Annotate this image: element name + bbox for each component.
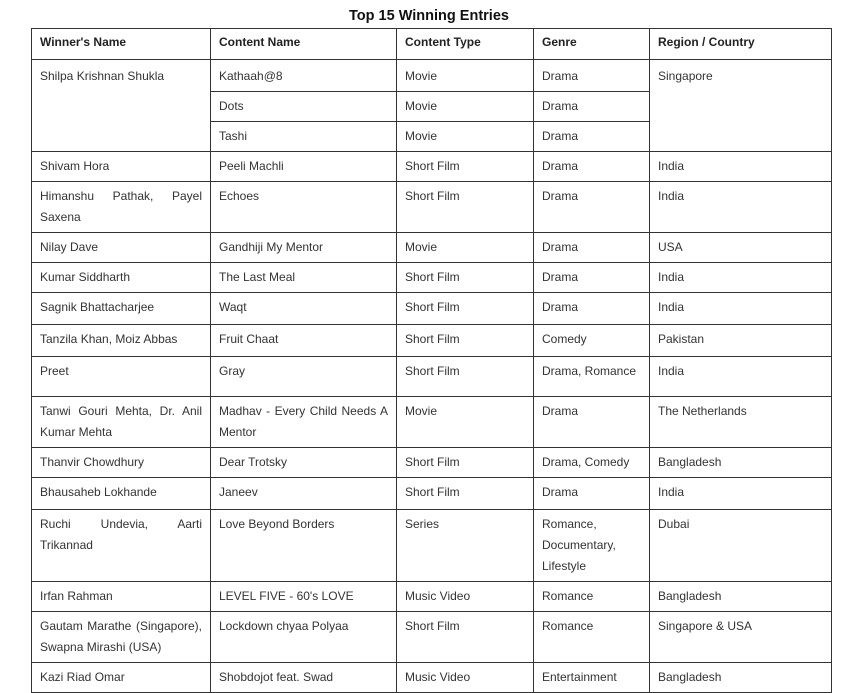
cell-winner: Shivam Hora	[32, 152, 211, 182]
cell-region: Bangladesh	[650, 663, 832, 693]
cell-genre: Drama	[534, 233, 650, 263]
cell-region: Dubai	[650, 510, 832, 582]
cell-genre: Drama	[534, 397, 650, 448]
header-content-type: Content Type	[397, 29, 534, 60]
cell-content-name: Gray	[211, 357, 397, 397]
cell-winner: Preet	[32, 357, 211, 397]
table-row	[32, 582, 832, 612]
cell-content-type: Music Video	[397, 582, 534, 612]
cell-content-name: Waqt	[211, 293, 397, 325]
cell-content-name: Madhav - Every Child Needs A Mentor	[211, 397, 397, 448]
cell-content-type: Short Film	[397, 263, 534, 293]
cell-winner: Himanshu Pathak, Payel Saxena	[32, 182, 211, 233]
table-row	[32, 293, 832, 325]
cell-content-type: Movie	[397, 122, 534, 152]
cell-region: India	[650, 293, 832, 325]
cell-content-name: Dots	[211, 92, 397, 122]
cell-region: Singapore & USA	[650, 612, 832, 663]
cell-winner: Bhausaheb Lokhande	[32, 478, 211, 510]
cell-winner: Irfan Rahman	[32, 582, 211, 612]
cell-content-type: Short Film	[397, 478, 534, 510]
cell-region: USA	[650, 233, 832, 263]
cell-genre: Drama, Comedy	[534, 448, 650, 478]
cell-genre: Comedy	[534, 325, 650, 357]
table-row	[32, 510, 832, 582]
table-row	[32, 233, 832, 263]
cell-content-name: Gandhiji My Mentor	[211, 233, 397, 263]
table-row	[32, 60, 832, 92]
cell-winner: Kazi Riad Omar	[32, 663, 211, 693]
cell-genre: Drama	[534, 152, 650, 182]
cell-winner: Shilpa Krishnan Shukla	[32, 60, 211, 152]
cell-region: Bangladesh	[650, 582, 832, 612]
cell-content-name: The Last Meal	[211, 263, 397, 293]
cell-content-type: Short Film	[397, 293, 534, 325]
cell-genre: Drama	[534, 182, 650, 233]
table-row	[32, 325, 832, 357]
cell-content-name: LEVEL FIVE - 60's LOVE	[211, 582, 397, 612]
cell-genre: Drama	[534, 293, 650, 325]
cell-winner: Tanwi Gouri Mehta, Dr. Anil Kumar Mehta	[32, 397, 211, 448]
cell-winner: Ruchi Undevia, Aarti Trikannad	[32, 510, 211, 582]
cell-content-name: Dear Trotsky	[211, 448, 397, 478]
header-genre: Genre	[534, 29, 650, 60]
cell-content-type: Movie	[397, 92, 534, 122]
cell-content-name: Lockdown chyaa Polyaa	[211, 612, 397, 663]
table-row	[32, 357, 832, 397]
cell-content-name: Shobdojot feat. Swad	[211, 663, 397, 693]
cell-genre: Romance	[534, 612, 650, 663]
cell-region: The Netherlands	[650, 397, 832, 448]
cell-region: Singapore	[650, 60, 832, 152]
table-row	[32, 263, 832, 293]
cell-genre: Drama	[534, 263, 650, 293]
cell-content-type: Music Video	[397, 663, 534, 693]
header-winner: Winner's Name	[32, 29, 211, 60]
header-region: Region / Country	[650, 29, 832, 60]
cell-genre: Drama	[534, 478, 650, 510]
cell-content-type: Short Film	[397, 448, 534, 478]
cell-content-name: Fruit Chaat	[211, 325, 397, 357]
cell-content-name: Kathaah@8	[211, 60, 397, 92]
winners-table	[31, 28, 832, 693]
table-row	[32, 448, 832, 478]
cell-content-type: Movie	[397, 397, 534, 448]
header-row	[32, 29, 832, 60]
cell-winner: Gautam Marathe (Singapore), Swapna Mirashi (USA)	[32, 612, 211, 663]
table-row	[32, 478, 832, 510]
cell-region: India	[650, 152, 832, 182]
cell-content-type: Short Film	[397, 182, 534, 233]
cell-content-type: Movie	[397, 60, 534, 92]
cell-content-type: Short Film	[397, 357, 534, 397]
cell-region: India	[650, 263, 832, 293]
table-row	[32, 663, 832, 693]
cell-content-type: Series	[397, 510, 534, 582]
cell-region: India	[650, 357, 832, 397]
table-row	[32, 397, 832, 448]
cell-content-type: Short Film	[397, 325, 534, 357]
cell-winner: Nilay Dave	[32, 233, 211, 263]
table-row	[32, 612, 832, 663]
cell-winner: Thanvir Chowdhury	[32, 448, 211, 478]
table-row	[32, 182, 832, 233]
cell-genre: Romance	[534, 582, 650, 612]
cell-genre: Drama	[534, 92, 650, 122]
cell-winner: Tanzila Khan, Moiz Abbas	[32, 325, 211, 357]
cell-content-name: Love Beyond Borders	[211, 510, 397, 582]
cell-genre: Drama, Romance	[534, 357, 650, 397]
cell-genre: Drama	[534, 60, 650, 92]
cell-region: India	[650, 478, 832, 510]
cell-winner: Sagnik Bhattacharjee	[32, 293, 211, 325]
cell-genre: Romance, Documentary, Lifestyle	[534, 510, 650, 582]
cell-content-type: Short Film	[397, 152, 534, 182]
cell-genre: Entertainment	[534, 663, 650, 693]
cell-region: Bangladesh	[650, 448, 832, 478]
table-title: Top 15 Winning Entries	[349, 8, 509, 24]
table-row	[32, 152, 832, 182]
cell-content-name: Echoes	[211, 182, 397, 233]
cell-content-name: Janeev	[211, 478, 397, 510]
cell-region: Pakistan	[650, 325, 832, 357]
cell-region: India	[650, 182, 832, 233]
cell-winner: Kumar Siddharth	[32, 263, 211, 293]
cell-content-name: Peeli Machli	[211, 152, 397, 182]
cell-genre: Drama	[534, 122, 650, 152]
cell-content-type: Movie	[397, 233, 534, 263]
header-content-name: Content Name	[211, 29, 397, 60]
cell-content-type: Short Film	[397, 612, 534, 663]
cell-content-name: Tashi	[211, 122, 397, 152]
